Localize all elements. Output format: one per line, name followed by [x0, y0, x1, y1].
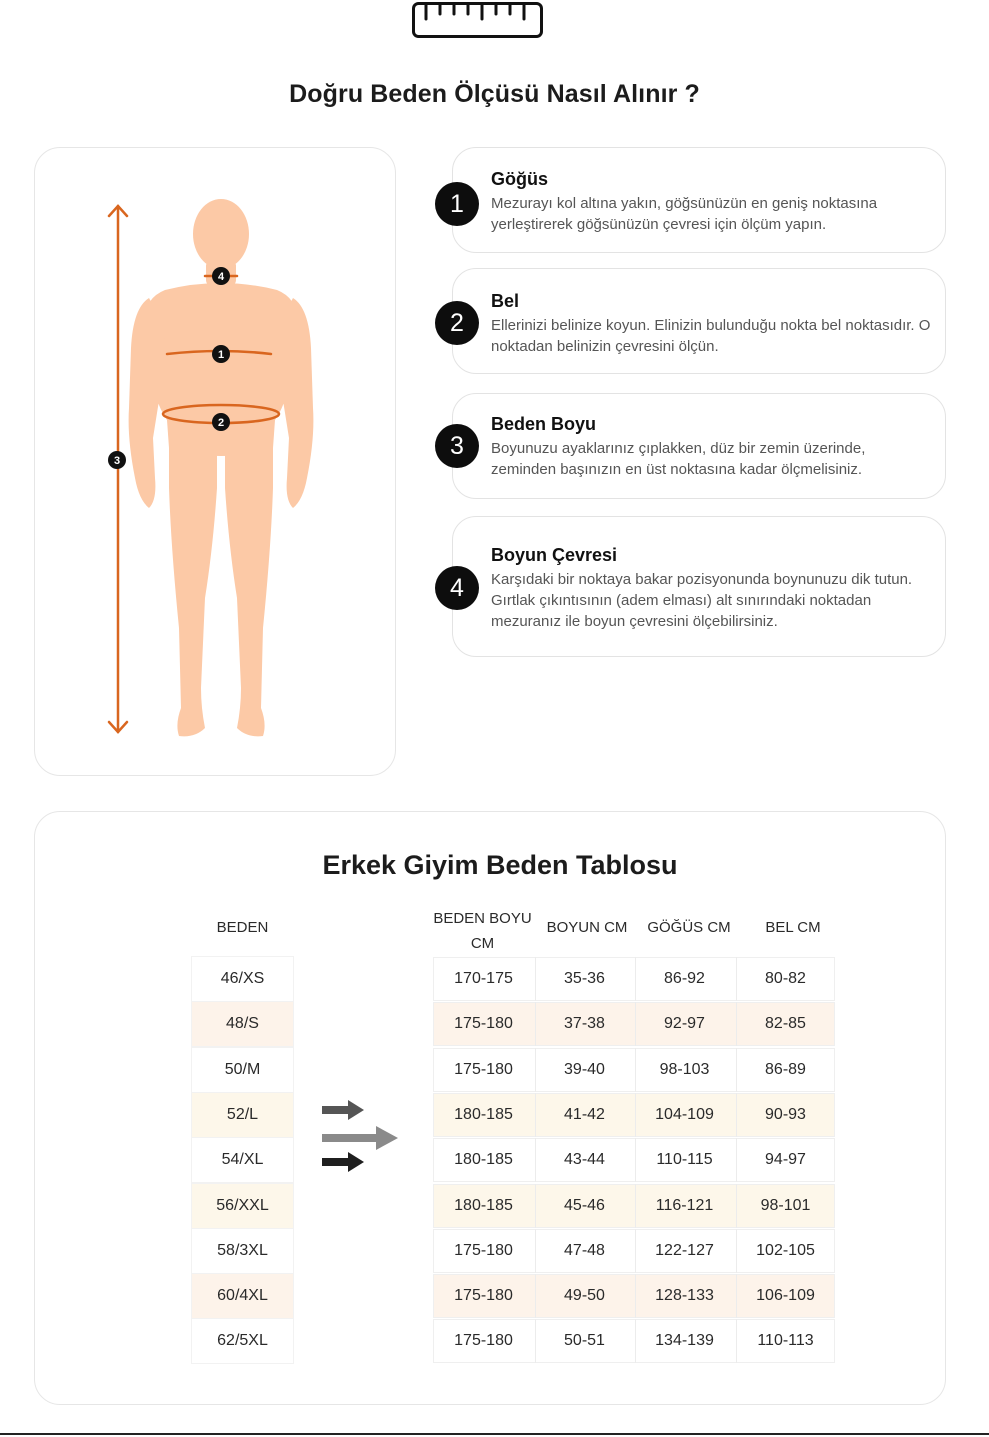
table-cell-neck: 49-50 [535, 1274, 633, 1318]
step-card-neck [452, 516, 946, 657]
step-card-chest [452, 147, 946, 253]
table-cell-chest: 122-127 [635, 1229, 733, 1273]
step-number-badge: 2 [435, 301, 479, 345]
step-description: Mezurayı kol altına yakın, göğsünüzün en geniş noktasına yerleştirerek göğsünüzün çevresi için ölçüm yapın. [491, 195, 878, 233]
table-cell-height: 170-175 [454, 970, 513, 987]
size-cell: 54/XL [192, 1138, 293, 1182]
table-cell-height: 180-185 [454, 1151, 513, 1168]
size-table-title: Erkek Giyim Beden Tablosu [322, 850, 678, 880]
table-cell-chest: 98-103 [635, 1048, 733, 1092]
step-description: Ellerinizi belinize koyun. Elinizin bulunduğu nokta bel noktasıdır. O noktadan belinizin çevresini ölçün. [491, 317, 931, 355]
table-cell-neck: 50-51 [535, 1319, 633, 1363]
marker-2-label: 2 [217, 417, 225, 429]
table-cell-neck: 41-42 [535, 1093, 633, 1137]
table-cell-chest: 86-92 [635, 957, 733, 1001]
marker-1-label: 1 [217, 349, 225, 361]
step-number-badge: 3 [435, 424, 479, 468]
table-cell-height: 175-180 [454, 1332, 513, 1349]
marker-3-label: 3 [113, 455, 121, 467]
size-cell: 62/5XL [192, 1319, 293, 1363]
body-figure-card [34, 147, 396, 776]
table-cell-chest: 116-121 [635, 1184, 733, 1228]
table-cell-waist: 106-109 [736, 1274, 834, 1318]
table-cell-chest: 110-115 [635, 1138, 733, 1182]
column-header-waist: BEL CM [765, 919, 821, 936]
table-cell-waist: 102-105 [736, 1229, 834, 1273]
step-title: Boyun Çevresi [491, 545, 618, 565]
size-cell: 56/XXL [192, 1184, 293, 1228]
bottom-divider [0, 1433, 989, 1435]
column-header-height-line2: CM [470, 935, 495, 952]
marker-4-label: 4 [217, 271, 225, 283]
size-cell: 58/3XL [192, 1229, 293, 1273]
table-cell-waist: 80-82 [736, 957, 834, 1001]
page-title: Doğru Beden Ölçüsü Nasıl Alınır ? [289, 80, 700, 108]
column-header-height [431, 906, 534, 956]
table-cell-waist: 82-85 [736, 1002, 834, 1046]
step-description: Boyunuzu ayaklarınız çıplakken, düz bir zemin üzerinde, zeminden başınızın en üst noktasına kadar ölçmelisiniz. [491, 440, 866, 478]
table-cell-chest: 134-139 [635, 1319, 733, 1363]
size-cell: 52/L [192, 1093, 293, 1137]
column-header-chest: GÖĞÜS CM [647, 919, 731, 936]
table-cell-neck: 47-48 [535, 1229, 633, 1273]
arrows-icon [318, 1098, 400, 1178]
table-cell-neck: 43-44 [535, 1138, 633, 1182]
table-cell-chest: 104-109 [635, 1093, 733, 1137]
step-title: Göğüs [491, 169, 548, 189]
table-cell-height: 180-185 [454, 1106, 513, 1123]
table-cell-neck: 37-38 [535, 1002, 633, 1046]
step-card-waist [452, 268, 946, 374]
step-number-badge: 1 [435, 182, 479, 226]
table-cell-height: 175-180 [454, 1015, 513, 1032]
table-cell-chest: 92-97 [635, 1002, 733, 1046]
step-description: Karşıdaki bir noktaya bakar pozisyonunda boynunuzu dik tutun. Gırtlak çıkıntısının (adem elması) alt sınırındaki noktadan mezuranız ile boyun çevresini ölçebilirsiniz. [491, 571, 913, 630]
table-cell-height: 175-180 [454, 1287, 513, 1304]
size-cell: 48/S [192, 1002, 293, 1046]
step-title: Beden Boyu [491, 414, 597, 434]
table-cell-height: 175-180 [454, 1061, 513, 1078]
body-figure-illustration [35, 148, 397, 777]
ruler-icon [412, 2, 543, 38]
table-cell-height: 175-180 [454, 1242, 513, 1259]
table-cell-waist: 86-89 [736, 1048, 834, 1092]
step-number-badge: 4 [435, 566, 479, 610]
table-cell-height: 180-185 [454, 1197, 513, 1214]
column-header-size: BEDEN [216, 919, 269, 936]
column-header-height-line1: BEDEN BOYU [433, 910, 532, 927]
table-cell-neck: 39-40 [535, 1048, 633, 1092]
table-cell-waist: 110-113 [736, 1319, 834, 1363]
table-cell-waist: 98-101 [736, 1184, 834, 1228]
table-cell-waist: 90-93 [736, 1093, 834, 1137]
column-header-neck: BOYUN CM [546, 919, 628, 936]
size-cell: 46/XS [192, 957, 293, 1001]
table-cell-waist: 94-97 [736, 1138, 834, 1182]
table-cell-neck: 35-36 [535, 957, 633, 1001]
step-title: Bel [491, 291, 520, 311]
table-cell-chest: 128-133 [635, 1274, 733, 1318]
size-cell: 50/M [192, 1048, 293, 1092]
size-cell: 60/4XL [192, 1274, 293, 1318]
table-cell-neck: 45-46 [535, 1184, 633, 1228]
step-card-height [452, 393, 946, 499]
